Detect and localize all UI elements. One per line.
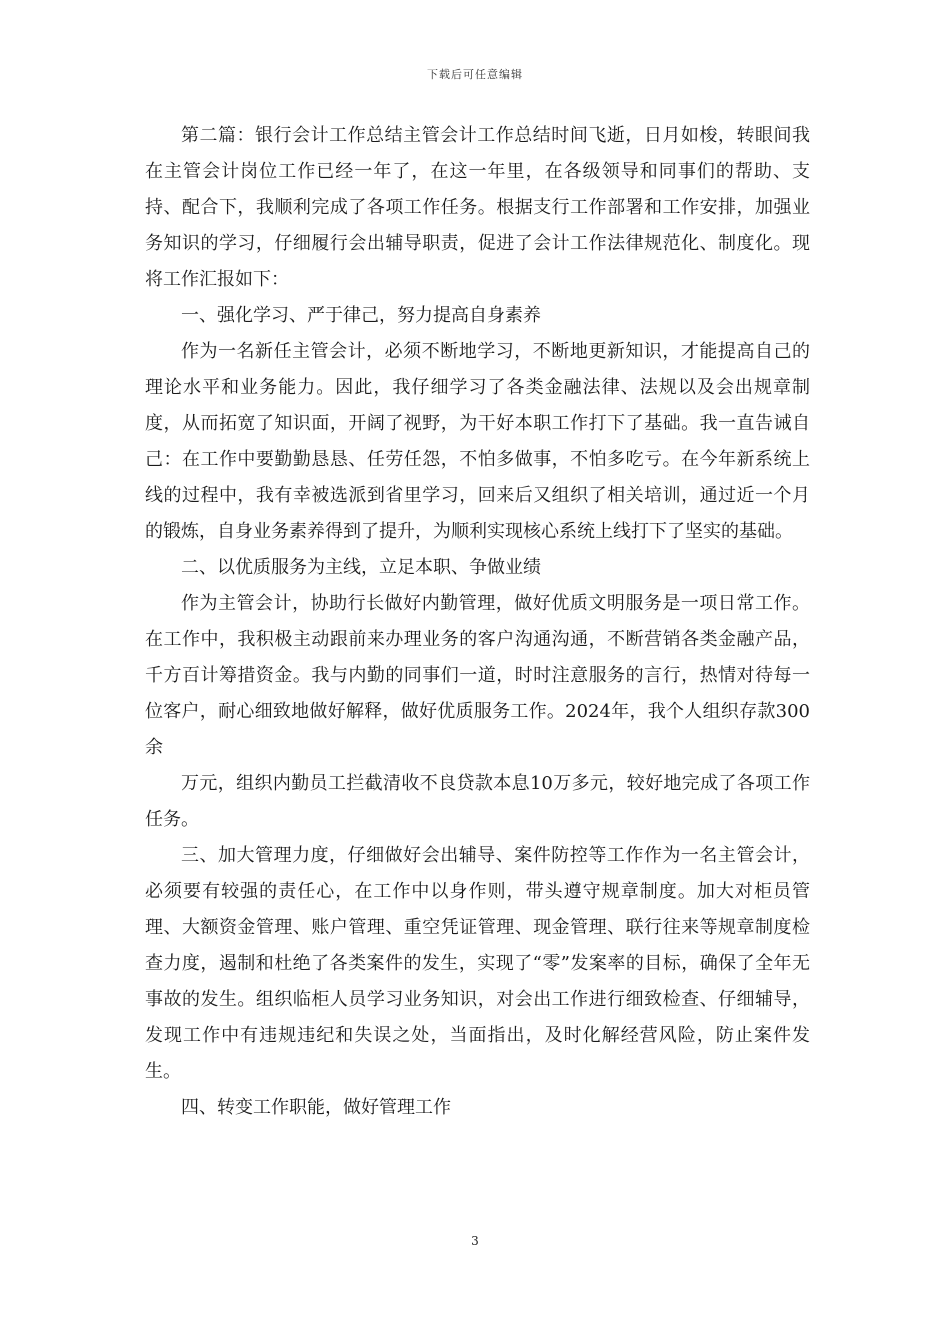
paragraph-section-3: 三、加大管理力度，仔细做好会出辅导、案件防控等工作作为一名主管会计，必须要有较强的责任心，在工作中以身作则，带头遵守规章制度。加大对柜员管理、大额资金管理、账户管理、重空凭证管理、现金管理、联行往来等规章制度检查力度，遏制和杜绝了各类案件的发生，实现了“零”发案率的目标，确保了全年无事故的发生。组织临柜人员学习业务知识，对会出工作进行细致检查、仔细辅导，发现工作中有违规违纪和失误之处，当面指出，及时化解经营风险，防止案件发生。 xyxy=(145,845,810,1082)
section-heading-4: 四、转变工作职能，做好管理工作 xyxy=(181,1097,451,1118)
paragraph-section-2: 作为主管会计，协助行长做好内勤管理，做好优质文明服务是一项日常工作。在工作中，我积极主动跟前来办理业务的客户沟通沟通，不断营销各类金融产品，千方百计筹措资金。我与内勤的同事们一道，时时注意服务的言行，热情对待每一位客户，耐心细致地做好解释，做好优质服务工作。2024年，我个人组织存款300余 xyxy=(145,593,810,758)
paragraph-section-1: 作为一名新任主管会计，必须不断地学习，不断地更新知识，才能提高自己的理论水平和业务能力。因此，我仔细学习了各类金融法律、法规以及会出规章制度，从而拓宽了知识面，开阔了视野，为干好本职工作打下了基础。我一直告诫自己：在工作中要勤勤恳恳、任劳任怨，不怕多做事，不怕多吃亏。在今年新系统上线的过程中，我有幸被选派到省里学习，回来后又组织了相关培训，通过近一个月的锻炼，自身业务素养得到了提升，为顺利实现核心系统上线打下了坚实的基础。 xyxy=(145,341,810,542)
section-heading-2: 二、以优质服务为主线，立足本职、争做业绩 xyxy=(181,557,541,578)
page-header: 下载后可任意编辑 xyxy=(427,68,523,81)
paragraph-section-2-continued: 万元，组织内勤员工拦截清收不良贷款本息10万多元，较好地完成了各项工作任务。 xyxy=(145,773,810,830)
document-body xyxy=(145,118,810,1126)
section-heading-1: 一、强化学习、严于律己，努力提高自身素养 xyxy=(181,305,541,326)
paragraph-intro: 第二篇：银行会计工作总结主管会计工作总结时间飞逝，日月如梭，转眼间我在主管会计岗位工作已经一年了，在这一年里，在各级领导和同事们的帮助、支持、配合下，我顺利完成了各项工作任务。根据支行工作部署和工作安排，加强业务知识的学习，仔细履行会出辅导职责，促进了会计工作法律规范化、制度化。现将工作汇报如下： xyxy=(145,125,810,290)
page-number: 3 xyxy=(471,1234,479,1248)
